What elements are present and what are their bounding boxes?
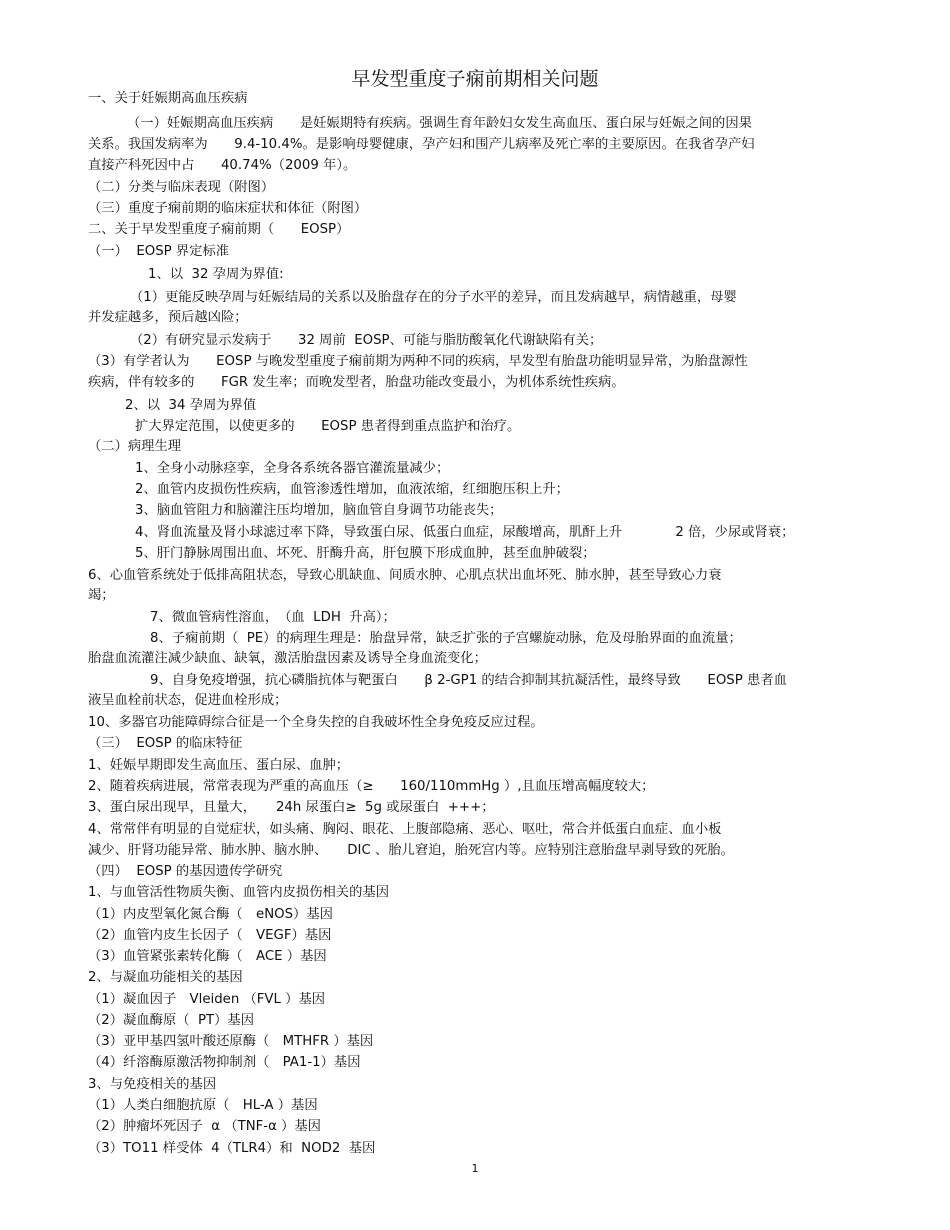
page-title: 早发型重度子痫前期相关问题 [351,68,599,90]
text-line: 3、脑血管阻力和脑灌注压均增加，脑血管自身调节功能丧失； [135,503,503,518]
text-line: 9、自身免疫增强，抗心磷脂抗体与靶蛋白 β 2-GP1 的结合抑制其抗凝活性，最终导致 EOSP 患者血 [150,673,787,688]
text-line: 疾病，伴有较多的 FGR 发生率；而晚发型者，胎盘功能改变最小，为机体系统性疾病。 [88,375,625,390]
text-line: 1、全身小动脉痉挛，全身各系统各器官灌流量减少； [135,461,450,476]
text-line: 2、与凝血功能相关的基因 [88,970,243,985]
text-line: （二）病理生理 [88,439,182,454]
text-line: 3、与免疫相关的基因 [88,1077,217,1092]
text-line: 5、肝门静脉周围出血、坏死、肝酶升高，肝包膜下形成血肿，甚至血肿破裂； [135,546,596,561]
text-line: （一）妊娠期高血压疾病 是妊娠期特有疾病。强调生育年龄妇女发生高血压、蛋白尿与妊娠之间的因果 [127,116,752,131]
text-line: 10、多器官功能障碍综合征是一个全身失控的自我破坏性全身免疫反应过程。 [88,715,544,730]
text-line: 并发症越多，预后越凶险； [88,310,248,325]
text-line: （2）肿瘤坏死因子 α （TNF-α ）基因 [88,1119,321,1134]
text-line: （1）内皮型氧化氮合酶（ eNOS）基因 [88,907,333,922]
text-line: （2）有研究显示发病于 32 周前 EOSP、可能与脂肪酸氧化代谢缺陷有关； [130,333,603,348]
text-line: （1）人类白细胞抗原（ HL-A ）基因 [88,1098,318,1113]
text-line: （1）更能反映孕周与妊娠结局的关系以及胎盘存在的分子水平的差异，而且发病越早，病情越重，母婴 [130,290,737,305]
text-line: 一、关于妊娠期高血压疾病 [88,91,248,106]
text-line: （二）分类与临床表现（附图） [88,180,275,195]
text-line: 7、微血管病性溶血， （血 LDH 升高）； [150,610,396,625]
text-line: （三）重度子痫前期的临床症状和体征（附图） [88,201,368,216]
text-line: 8、子痫前期（ PE）的病理生理是：胎盘异常，缺乏扩张的子宫螺旋动脉，危及母胎界面的血流量； [150,631,742,646]
text-line: （1）凝血因子 Vleiden （FVL ）基因 [88,992,326,1007]
text-line: 减少、肝肾功能异常、肺水肿、脑水肿、 DIC 、胎儿窘迫，胎死宫内等。应特别注意胎盘早剥导致的死胎。 [88,843,734,858]
text-line: 4、肾血流量及肾小球滤过率下降，导致蛋白尿、低蛋白血症，尿酸增高，肌酐上升 2 倍，少尿或肾衰； [135,525,795,540]
text-line: （一） EOSP 界定标准 [88,244,230,259]
text-line: （3）亚甲基四氢叶酸还原酶（ MTHFR ）基因 [88,1034,374,1049]
text-line: 2、血管内皮损伤性疾病，血管渗透性增加，血液浓缩，红细胞压积上升； [135,482,569,497]
text-line: 关系。我国发病率为 9.4-10.4%。是影响母婴健康，孕产妇和围产儿病率及死亡率的主要原因。在我省孕产妇 [88,137,755,152]
text-line: 3、蛋白尿出现早，且量大， 24h 尿蛋白≥ 5g 或尿蛋白 +++； [88,800,495,815]
text-line: 1、与血管活性物质失衡、血管内皮损伤相关的基因 [88,885,389,900]
text-line: （4）纤溶酶原激活物抑制剂（ PA1-1）基因 [88,1055,361,1070]
text-line: （2）凝血酶原（ PT）基因 [88,1013,255,1028]
text-line: 胎盘血流灌注减少缺血、缺氧，激活胎盘因素及诱导全身血流变化； [88,651,487,666]
text-line: 直接产科死因中占 40.74%（2009 年）。 [88,158,357,173]
text-line: 2、随着疾病进展，常常表现为严重的高血压（≥ 160/110mmHg ）,且血压增高幅度较大； [88,779,655,794]
text-line: 竭； [88,588,115,603]
text-line: （四） EOSP 的基因遗传学研究 [88,864,283,879]
text-line: 1、妊娠早期即发生高血压、蛋白尿、血肿； [88,758,350,773]
text-line: （2）血管内皮生长因子（ VEGF）基因 [88,928,332,943]
text-line: （3）有学者认为 EOSP 与晚发型重度子痫前期为两种不同的疾病，早发型有胎盘功能明显异常，为胎盘源性 [88,354,748,369]
page-number: 1 [471,1162,479,1175]
text-line: 二、关于早发型重度子痫前期（ EOSP） [88,222,350,237]
text-line: 6、心血管系统处于低排高阻状态，导致心肌缺血、间质水肿、心肌点状出血坏死、肺水肿，甚至导致心力衰 [88,568,722,583]
text-line: （3）TO11 样受体 4（TLR4）和 NOD2 基因 [88,1141,376,1156]
text-line: （3）血管紧张素转化酶（ ACE ）基因 [88,949,327,964]
text-line: 4、常常伴有明显的自觉症状，如头痛、胸闷、眼花、上腹部隐痛、恶心、呕吐，常合并低蛋白血症、血小板 [88,822,722,837]
text-line: 液呈血栓前状态，促进血栓形成； [88,693,288,708]
text-line: 2、以 34 孕周为界值 [125,398,257,413]
text-line: 1、以 32 孕周为界值: [148,267,284,282]
text-line: （三） EOSP 的临床特征 [88,736,243,751]
text-line: 扩大界定范围，以使更多的 EOSP 患者得到重点监护和治疗。 [135,419,521,434]
